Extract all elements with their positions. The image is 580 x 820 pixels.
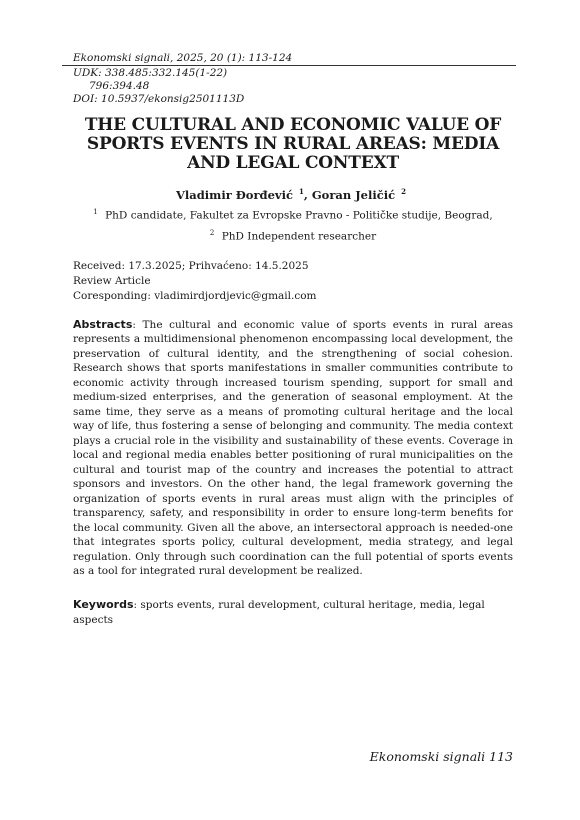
corresponding-email: Coresponding: vladimirdjordjevic@gmail.com xyxy=(73,289,317,302)
affiliation-1-text: PhD candidate, Fakultet za Evropske Pravno - Političke studije, Beograd, xyxy=(105,209,493,222)
article-title: THE CULTURAL AND ECONOMIC VALUE OF SPORTS EVENTS IN RURAL AREAS: MEDIA AND LEGAL CONTEXT xyxy=(84,115,502,173)
keywords-text: sports events, rural development, cultural heritage, media, legal aspects xyxy=(73,598,485,626)
page-footer: Ekonomski signali 113 xyxy=(369,749,513,764)
authors-line xyxy=(73,187,513,202)
keywords-label: Keywords xyxy=(73,597,134,611)
article-type: Review Article xyxy=(73,274,151,287)
article-header xyxy=(73,52,513,106)
abstract-colon: : xyxy=(132,318,143,331)
udk-line-2: 796:394.48 xyxy=(89,80,150,92)
affiliation-2-sup: 2 xyxy=(209,229,215,238)
keywords-colon: : xyxy=(133,598,141,611)
article-meta xyxy=(73,259,513,304)
journal-citation: Ekonomski signali, 2025, 20 (1): 113-124 xyxy=(73,52,293,64)
received-date: Received: 17.3.2025; Prihvaćeno: 14.5.2025 xyxy=(73,259,309,272)
abstract xyxy=(73,318,513,579)
author-1-sup: 1 xyxy=(298,187,304,196)
author-2: Goran Jeličić xyxy=(311,187,396,202)
keywords xyxy=(73,597,513,628)
author-1: Vladimir Đorđević xyxy=(176,187,293,202)
affiliation-2 xyxy=(73,226,513,245)
abstract-text: The cultural and economic value of sports events in rural areas represents a multidimensional phenomenon encompassing local development, the preservation of cultural identity, and the strengthening of social cohesion. Research shows that sports manifestations in smaller communities contribute to economic activity through increased tourism spending, support for small and medium-sized enterprises, and the generation of seasonal employment. At the same time, they serve as a means of promoting cultural heritage and the local way of life, thus fostering a sense of belonging and community. The media context plays a crucial role in the visibility and sustainability of these events. Coverage in local and regional media enables better positioning of rural municipalities on the cultural and tourist map of the country and increases the potential to attract sponsors and investors. On the other hand, the legal framework governing the organization of sports events in rural areas must align with the principles of transparency, safety, and responsibility in order to ensure long-term benefits for the local community. Given all the above, an intersectoral approach is needed-one that integrates sports policy, cultural development, media strategy, and legal regulation. Only through such coordination can the full potential of sports events as a tool for integrated rural development be realized. xyxy=(73,318,513,578)
udk-line: UDK: 338.485:332.145(1-22) xyxy=(73,67,228,79)
affiliation-1 xyxy=(73,205,513,224)
affiliation-1-sup: 1 xyxy=(93,207,98,216)
author-separator: , xyxy=(303,187,312,202)
affiliation-2-text: PhD Independent researcher xyxy=(221,230,377,243)
doi-line: DOI: 10.5937/ekonsig2501113D xyxy=(73,93,245,105)
page-content xyxy=(73,52,513,628)
abstract-label: Abstracts xyxy=(73,317,133,331)
author-2-sup: 2 xyxy=(401,187,406,196)
